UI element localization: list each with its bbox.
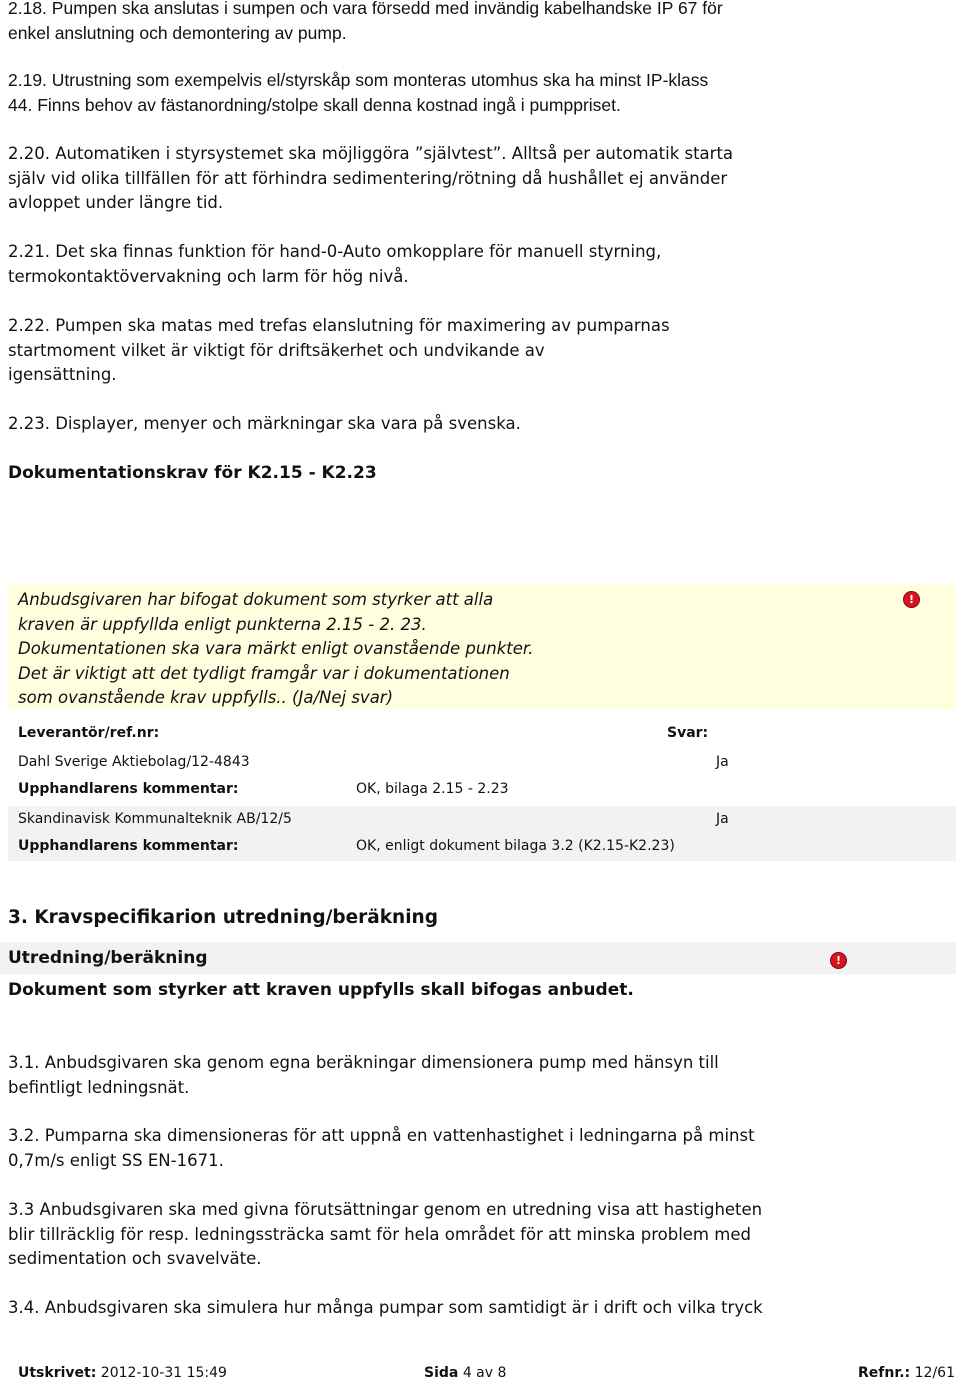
exclamation-icon: ! (903, 591, 920, 608)
text-line: Anbudsgivaren har bifogat dokument som styrker att alla (18, 590, 494, 609)
paragraph-3-2 (8, 1124, 755, 1173)
text-line: kraven är uppfyllda enligt punkterna 2.15 - 2. 23. (18, 614, 427, 634)
text-line: 2.20. Automatiken i styrsystemet ska möjliggöra ”självtest”. Alltså per automatik starta (8, 144, 734, 163)
footer-page-value: 4 av 8 (462, 1365, 507, 1381)
paragraph-2-18 (8, 0, 723, 45)
paragraph-2-20 (8, 142, 733, 216)
footer-printed (18, 1364, 227, 1382)
text-line: 2.18. Pumpen ska anslutas i sumpen och vara försedd med invändig kabelhandske IP 67 för (8, 0, 723, 18)
text-line: enkel anslutning och demontering av pump. (8, 22, 347, 43)
paragraph-2-23 (8, 412, 521, 437)
text-line: 3.1. Anbudsgivaren ska genom egna beräkningar dimensionera pump med hänsyn till (8, 1053, 719, 1072)
notice-text (18, 588, 578, 711)
section-header-bar (0, 942, 956, 974)
footer-printed-label: Utskrivet: (18, 1365, 97, 1381)
text-line: blir tillräcklig för resp. ledningssträcka samt för hela området för att minska problem med (8, 1224, 751, 1244)
text-line: 3.4. Anbudsgivaren ska simulera hur många pumpar som samtidigt är i drift och vilka tryck (8, 1298, 763, 1317)
text-line: 44. Finns behov av fästanordning/stolpe skall denna kostnad ingå i pumppriset. (8, 94, 621, 115)
text-line: sedimentation och svavelväte. (8, 1249, 262, 1268)
exclamation-icon: ! (830, 952, 847, 969)
answer-value: Ja (716, 811, 729, 827)
text-line: avloppet under längre tid. (8, 193, 224, 212)
comment-value: OK, bilaga 2.15 - 2.23 (356, 781, 509, 797)
footer-ref (858, 1364, 955, 1382)
paragraph-3-4 (8, 1296, 763, 1321)
text-line: Dokumentationen ska vara märkt enligt ovanstående punkter. (18, 639, 534, 658)
paragraph-3-1 (8, 1051, 719, 1100)
text-line: startmoment vilket är viktigt för driftsäkerhet och undvikande av (8, 340, 545, 360)
text-line: 3.2. Pumparna ska dimensioneras för att uppnå en vattenhastighet i ledningarna på minst (8, 1126, 755, 1145)
answer-label: Svar: (667, 725, 709, 741)
section-subheading: Utredning/beräkning (8, 948, 208, 968)
requirement-text: Dokument som styrker att kraven uppfylls skall bifogas anbudet. (8, 980, 634, 1000)
supplier-label: Leverantör/ref.nr: (18, 725, 160, 741)
paragraph-2-22 (8, 314, 670, 388)
footer-printed-value: 2012-10-31 15:49 (100, 1365, 227, 1381)
text-line: 2.21. Det ska finnas funktion för hand-0-Auto omkopplare för manuell styrning, (8, 242, 662, 261)
comment-label: Upphandlarens kommentar: (18, 781, 239, 797)
paragraph-3-3 (8, 1198, 762, 1272)
text-line: som ovanstående krav uppfylls.. (Ja/Nej svar) (18, 688, 394, 707)
text-line: 2.22. Pumpen ska matas med trefas elanslutning för maximering av pumparnas (8, 316, 670, 335)
text-line: 0,7m/s enligt SS EN-1671. (8, 1150, 224, 1170)
text-line: Det är viktigt att det tydligt framgår var i dokumentationen (18, 663, 510, 683)
paragraph-2-19 (8, 68, 708, 117)
answer-value: Ja (716, 754, 729, 770)
footer-page (424, 1364, 506, 1382)
text-line: termokontaktövervakning och larm för hög nivå. (8, 266, 409, 286)
footer-ref-value: 12/61 (914, 1365, 955, 1381)
footer-ref-label: Refnr.: (858, 1365, 911, 1381)
supplier-name: Dahl Sverige Aktiebolag/12-4843 (18, 754, 250, 770)
section-3-title: 3. Kravspecifikarion utredning/beräkning (8, 907, 438, 928)
supplier-name: Skandinavisk Kommunalteknik AB/12/5 (18, 811, 292, 827)
text-line: 2.23. Displayer, menyer och märkningar ska vara på svenska. (8, 414, 521, 433)
text-line: själv vid olika tillfällen för att förhindra sedimentering/rötning då hushållet ej använder (8, 168, 728, 188)
text-line: 2.19. Utrustning som exempelvis el/styrskåp som monteras utomhus ska ha minst IP-klass (8, 70, 709, 90)
text-line: befintligt ledningsnät. (8, 1077, 190, 1097)
comment-label: Upphandlarens kommentar: (18, 838, 239, 854)
footer-page-label: Sida (424, 1365, 459, 1381)
documentation-heading: Dokumentationskrav för K2.15 - K2.23 (8, 463, 377, 483)
text-line: igensättning. (8, 365, 117, 384)
paragraph-2-21 (8, 240, 661, 289)
comment-value: OK, enligt dokument bilaga 3.2 (K2.15-K2.23) (356, 838, 675, 854)
notice-box (8, 584, 956, 710)
text-line: 3.3 Anbudsgivaren ska med givna förutsättningar genom en utredning visa att hastigheten (8, 1200, 763, 1219)
